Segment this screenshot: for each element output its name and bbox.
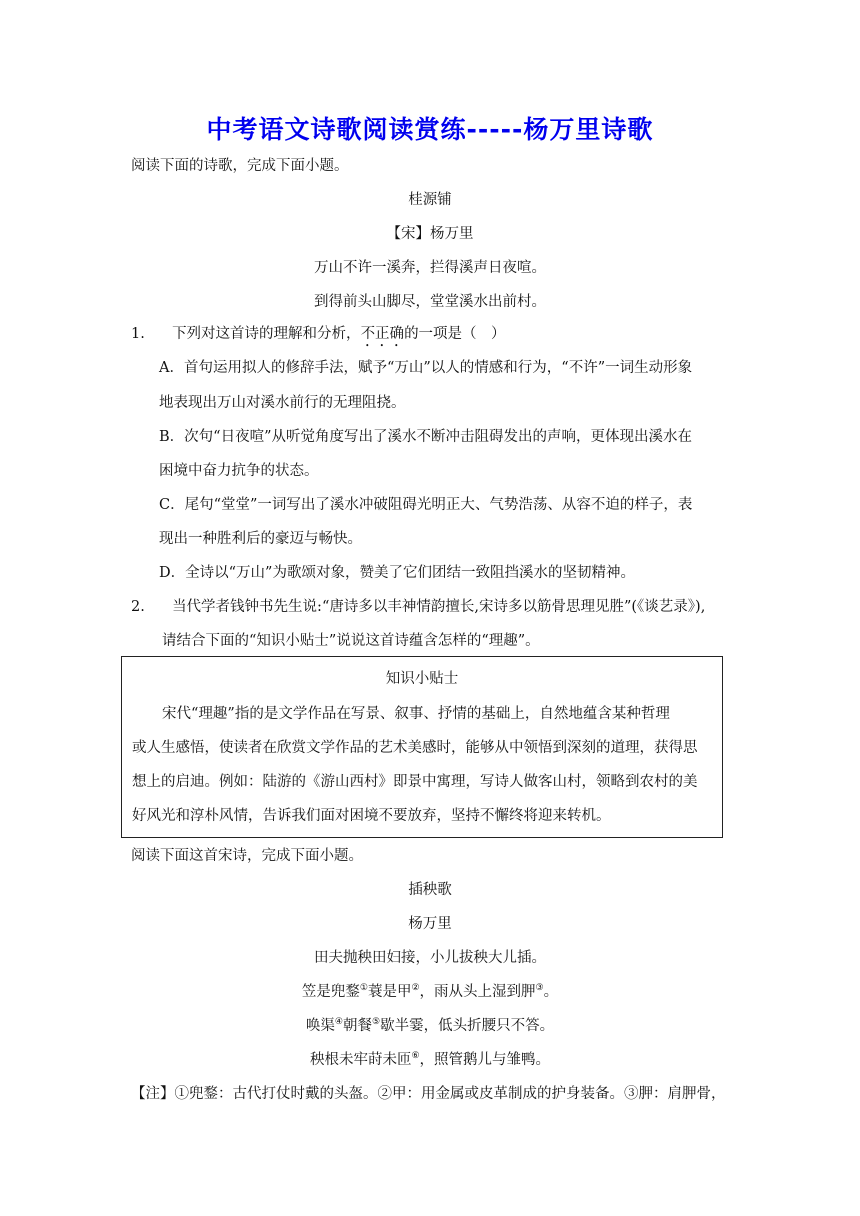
footnote-marker: ③ — [535, 983, 544, 994]
question-1-text: 下列对这首诗的理解和分析， — [172, 326, 361, 342]
option-d-line-1: D．全诗以“万山”为歌颂对象，赞美了它们团结一致阻挡溪水的坚韧精神。 — [159, 565, 635, 581]
footnote-marker: ① — [359, 983, 368, 994]
poem2-line-2-part: 蓑是甲 — [367, 984, 412, 1000]
question-2-number: 2. — [131, 599, 145, 615]
option-c-line-1: C．尾句“堂堂”一词写出了溪水冲破阻碍光明正大、气势浩荡、从容不迫的样子，表 — [159, 497, 693, 513]
poem2-line-4-part: 秧根未牢莳未匝 — [309, 1052, 412, 1068]
poem2-line-3-part: 朝餐 — [343, 1018, 372, 1034]
footnote-marker: ④ — [334, 1017, 343, 1028]
poem2-line-2-part: ，雨从头上湿到胛 — [419, 984, 536, 1000]
question-2-text: 当代学者钱钟书先生说:“唐诗多以丰神情韵擅长,宋诗多以筋骨思理见胜”(《谈艺录》), — [172, 599, 706, 615]
instruction-1: 阅读下面的诗歌，完成下面小题。 — [131, 158, 349, 174]
document-title: 中考语文诗歌阅读赏练-----杨万里诗歌 — [206, 115, 654, 144]
poem2-line-2-part: 笠是兜鍪 — [301, 984, 360, 1000]
poem2-line-1: 田夫抛秧田妇接，小儿拔秧大儿插。 — [314, 950, 546, 966]
question-1-number: 1. — [131, 326, 145, 342]
option-a-line-2: 地表现出万山对溪水前行的无理阻挠。 — [159, 395, 406, 411]
option-b-line-1: B．次句“日夜喧”从听觉角度写出了溪水不断冲击阻碍发出的声响，更体现出溪水在 — [159, 429, 692, 445]
tip-line-3: 想上的启迪。例如：陆游的《游山西村》即景中寓理，写诗人做客山村，领略到农村的美 — [132, 774, 698, 790]
poem2-line-2-part: 。 — [543, 984, 559, 1000]
poem1-line-1: 万山不许一溪奔，拦得溪声日夜喧。 — [314, 260, 546, 276]
option-b-line-2: 困境中奋力抗争的状态。 — [159, 463, 319, 479]
poem2-line-4-part: ，照管鹅儿与雏鸭。 — [419, 1052, 551, 1068]
tip-heading: 知识小贴士 — [385, 671, 459, 687]
poem1-title: 桂源铺 — [408, 192, 452, 208]
poem1-author: 【宋】杨万里 — [386, 226, 474, 242]
footnote-marker: ② — [411, 983, 420, 994]
tip-line-1: 宋代“理趣”指的是文学作品在写景、叙事、抒情的基础上，自然地蕴含某种哲理 — [162, 706, 670, 722]
poem2-line-2 — [0, 982, 860, 1002]
poem-notes: 【注】①兜鍪：古代打仗时戴的头盔。②甲：用金属或皮革制成的护身装备。③胛：肩胛骨， — [131, 1086, 726, 1102]
instruction-2: 阅读下面这首宋诗，完成下面小题。 — [131, 848, 363, 864]
poem2-line-4 — [0, 1050, 860, 1070]
question-1-text-end: 的一项是（ ） — [404, 326, 506, 342]
option-c-line-2: 现出一种胜利后的豪迈与畅快。 — [159, 531, 362, 547]
tip-line-2: 或人生感悟，使读者在欣赏文学作品的艺术美感时，能够从中领悟到深刻的道理，获得思 — [132, 740, 698, 756]
question-1-stem — [131, 324, 506, 350]
question-2-line-2: 请结合下面的“知识小贴士”说说这首诗蕴含怎样的“理趣”。 — [162, 633, 540, 649]
option-a-line-1: A．首句运用拟人的修辞手法，赋予“万山”以人的情感和行为，“不许”一词生动形象 — [159, 360, 693, 376]
question-2-line-1 — [131, 597, 705, 617]
poem2-line-3 — [0, 1016, 860, 1036]
knowledge-tip-box — [121, 656, 723, 838]
poem1-line-2: 到得前头山脚尽，堂堂溪水出前村。 — [314, 294, 546, 310]
footnote-marker: ⑤ — [372, 1017, 381, 1028]
tip-line-4: 好风光和淳朴风情，告诉我们面对困境不要放弃，坚持不懈终将迎来转机。 — [132, 808, 611, 824]
poem2-line-3-part: 歇半霎，低头折腰只不答。 — [380, 1018, 555, 1034]
poem2-author: 杨万里 — [408, 916, 452, 932]
poem2-title: 插秧歌 — [408, 882, 452, 898]
footnote-marker: ⑥ — [411, 1051, 420, 1062]
poem2-line-3-part: 唤渠 — [305, 1018, 335, 1034]
emphasis-text: 不正确 — [360, 326, 405, 342]
